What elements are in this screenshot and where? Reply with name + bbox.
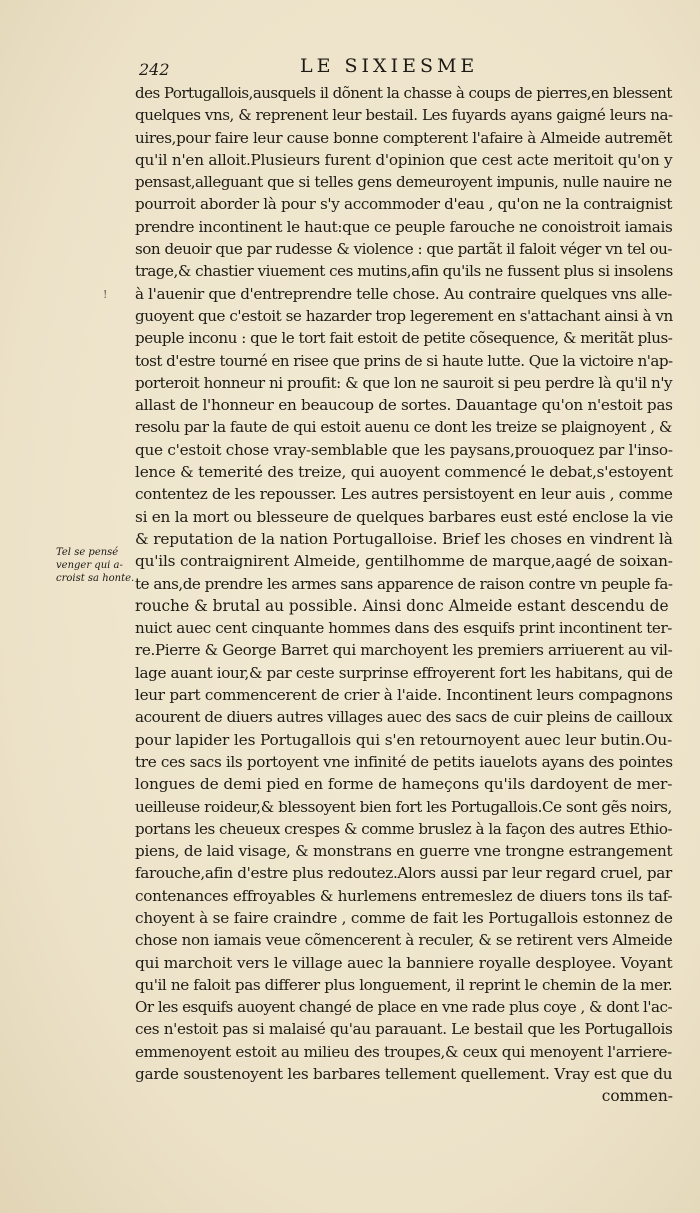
text-line: ueilleuse roideur,& blessoyent bien fort les Portugallois.Ce sont gẽs noirs,: [135, 797, 672, 816]
text-line: chose non iamais veue cõmencerent à reculer, & se retirent vers Almeide: [135, 931, 673, 950]
text-line: pourroit aborder là pour s'y accommoder d'eau , qu'on ne la contraignist: [135, 195, 673, 214]
text-line: trage,& chastier viuement ces mutins,afin qu'ils ne fussent plus si insolens: [135, 262, 673, 281]
text-line: pour lapider les Portugallois qui s'en retournoyent auec leur butin.Ou-: [135, 730, 673, 749]
text-line: contenances effroyables & hurlemens entremeslez de diuers tons ils taf-: [135, 886, 673, 905]
text-line: uires,pour faire leur cause bonne compterent l'afaire à Almeide autremẽt: [135, 128, 673, 147]
text-line: & reputation de la nation Portugalloise. Brief les choses en vindrent là: [135, 529, 673, 548]
text-line: portans les cheueux crespes & comme bruslez à la façon des autres Ethio-: [135, 819, 673, 838]
text-line: farouche,afin d'estre plus redoutez.Alors aussi par leur regard cruel, par: [135, 864, 672, 883]
text-line: qu'il n'en alloit.Plusieurs furent d'opinion que cest acte meritoit qu'on y: [135, 150, 673, 169]
text-line: à l'auenir que d'entreprendre telle chose. Au contraire quelques vns alle-: [135, 284, 672, 303]
text-line: leur part commencerent de crier à l'aide. Incontinent leurs compagnons: [135, 686, 673, 705]
text-line: peuple inconu : que le tort fait estoit de petite cõsequence, & meritãt plus-: [135, 329, 673, 348]
margin-note-line: venger qui a-: [56, 560, 123, 571]
margin-note: [56, 546, 134, 585]
text-line: lence & temerité des treize, qui auoyent commencé le debat,s'estoyent: [135, 463, 673, 482]
text-line: acourent de diuers autres villages auec des sacs de cuir pleins de cailloux: [135, 708, 673, 727]
text-line: choyent à se faire craindre , comme de fait les Portugallois estonnez de: [135, 908, 673, 927]
text-line: des Portugallois,ausquels il dõnent la chasse à coups de pierres,en blessent: [135, 84, 672, 102]
text-line: qui marchoit vers le village auec la banniere royalle desployee. Voyant: [135, 953, 673, 972]
text-line: contentez de les repousser. Les autres persistoyent en leur auis , comme: [135, 485, 673, 504]
page-number: 242: [139, 60, 170, 79]
text-line: emmenoyent estoit au milieu des troupes,& ceux qui menoyent l'arriere-: [135, 1042, 672, 1061]
catchword: commen-: [601, 1087, 673, 1106]
text-line: porteroit honneur ni proufit: & que lon ne sauroit si peu perdre là qu'il n'y: [135, 373, 673, 392]
text-line: que c'estoit chose vray-semblable que les paysans,prouoquez par l'inso-: [135, 440, 673, 459]
text-line: lage auant iour,& par ceste surprinse effroyerent fort les habitans, qui de: [135, 663, 673, 682]
text-line: piens, de laid visage, & monstrans en guerre vne trongne estrangement: [135, 842, 673, 861]
text-line: tre ces sacs ils portoyent vne infinité de petits iauelots ayans des pointes: [135, 752, 673, 771]
text-line: resolu par la faute de qui estoit auenu ce dont les treize se plaignoyent , &: [135, 418, 672, 437]
text-line: allast de l'honneur en beaucoup de sortes. Dauantage qu'on n'estoit pas: [135, 396, 673, 415]
text-line: guoyent que c'estoit se hazarder trop legerement en s'attachant ainsi à vn: [135, 306, 673, 325]
text-line: pensast,alleguant que si telles gens demeuroyent impunis, nulle nauire ne: [135, 173, 672, 192]
text-line: quelques vns, & reprenent leur bestail. Les fuyards ayans gaigné leurs na-: [135, 106, 673, 125]
text-line: qu'il ne faloit pas differer plus longuement, il reprint le chemin de la mer.: [135, 975, 673, 994]
text-line: qu'ils contraignirent Almeide, gentilhomme de marque,aagé de soixan-: [135, 552, 673, 571]
text-line: son deuoir que par rudesse & violence : que partãt il faloit véger vn tel ou-: [135, 240, 673, 259]
text-line: garde soustenoyent les barbares tellement quellement. Vray est que du: [135, 1065, 673, 1084]
margin-note-line: Tel se pensé: [56, 547, 119, 558]
text-line: tost d'estre tourné en risee que prins de si haute lutte. Que la victoire n'ap-: [135, 351, 673, 370]
text-line: nuict auec cent cinquante hommes dans des esquifs print incontinent ter-: [135, 619, 672, 638]
text-line: longues de demi pied en forme de hameçons qu'ils dardoyent de mer-: [135, 775, 673, 794]
body-text: [135, 82, 673, 1108]
margin-note-line: croist sa honte.: [56, 573, 135, 584]
text-line: te ans,de prendre les armes sans apparence de raison contre vn peuple fa-: [135, 574, 673, 593]
margin-mark: !: [103, 288, 108, 301]
text-line: ces n'estoit pas si malaisé qu'au parauant. Le bestail que les Portugallois: [135, 1020, 673, 1039]
text-line: Or les esquifs auoyent changé de place en vne rade plus coye , & dont l'ac-: [135, 998, 673, 1017]
text-line: re.Pierre & George Barret qui marchoyent les premiers arriuerent au vil-: [135, 641, 673, 660]
text-line: si en la mort ou blesseure de quelques barbares eust esté enclose la vie: [135, 507, 673, 526]
text-line: rouche & brutal au possible. Ainsi donc Almeide estant descendu de: [135, 596, 669, 615]
running-head: LE SIXIESME: [300, 55, 479, 77]
text-line: prendre incontinent le haut:que ce peuple farouche ne conoistroit iamais: [135, 217, 673, 236]
